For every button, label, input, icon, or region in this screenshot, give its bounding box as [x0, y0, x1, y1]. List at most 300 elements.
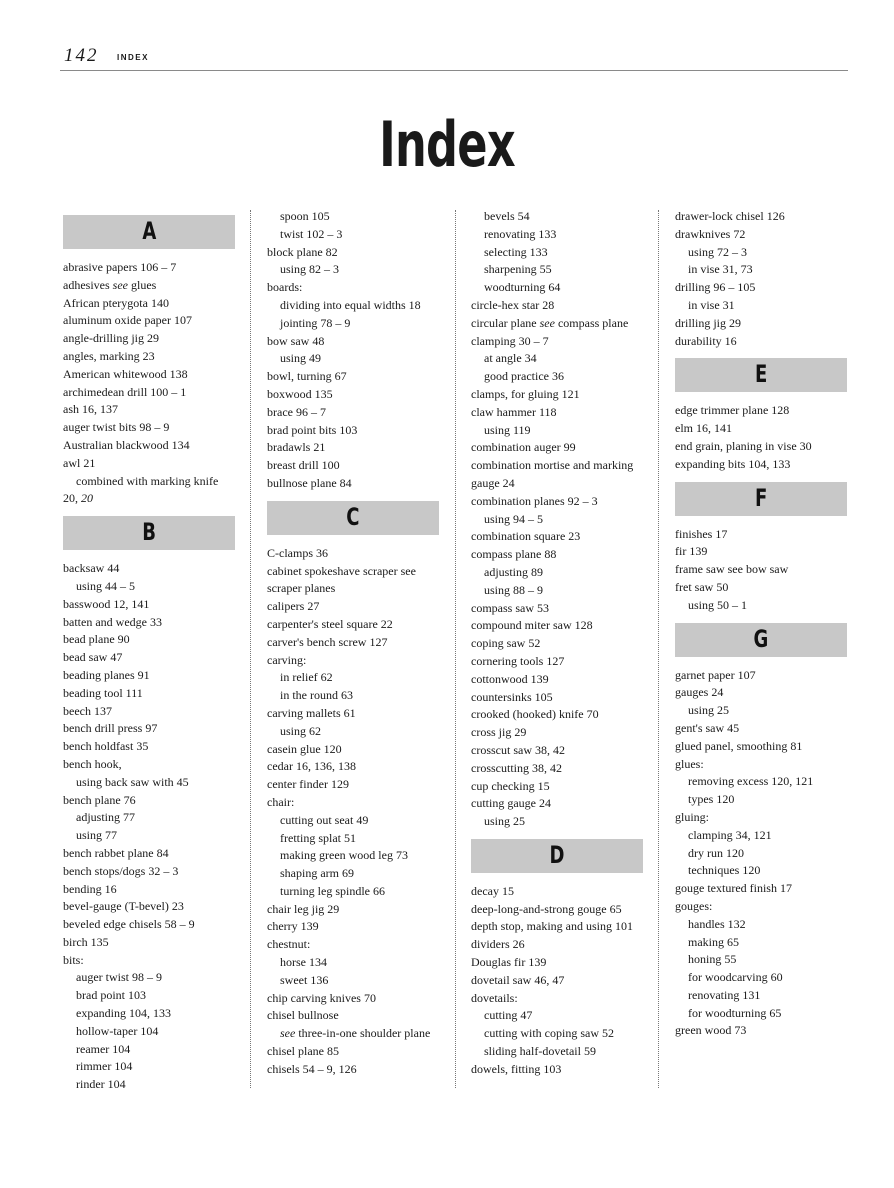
column-divider	[658, 210, 659, 1088]
entry-text: coping saw 52	[471, 636, 541, 651]
index-entry	[675, 756, 847, 774]
entry-text: good practice 36	[484, 369, 564, 384]
index-entry	[267, 776, 439, 794]
entry-text: bead plane 90	[63, 632, 130, 647]
entry-text: cedar 16, 136, 138	[267, 759, 356, 774]
column-divider	[250, 210, 251, 1088]
index-subentry	[63, 809, 235, 827]
entry-text: bead saw 47	[63, 650, 123, 665]
index-entry	[471, 404, 643, 422]
entry-text: bits:	[63, 952, 84, 967]
entry-text: cutting gauge 24	[471, 796, 551, 811]
section-letter-a	[63, 215, 235, 249]
index-entry	[471, 972, 643, 990]
index-entry	[471, 617, 643, 635]
index-entry	[675, 898, 847, 916]
index-entry	[675, 579, 847, 597]
index-entry	[63, 384, 235, 402]
entry-text: using 62	[280, 723, 322, 738]
index-entry	[471, 760, 643, 778]
entry-text: sweet 136	[280, 972, 329, 987]
index-subentry	[675, 773, 847, 791]
index-entry	[675, 438, 847, 456]
section-letter-label: F	[754, 483, 768, 512]
index-entry	[63, 277, 235, 295]
entry-text: using 119	[484, 422, 531, 437]
entry-text: Douglas fir 139	[471, 955, 547, 970]
index-column-2	[267, 208, 439, 1079]
entry-text: dowels, fitting 103	[471, 1061, 562, 1076]
index-subentry	[63, 987, 235, 1005]
index-entry	[267, 1061, 439, 1079]
entry-text: spoon 105	[280, 209, 330, 223]
index-entry	[267, 634, 439, 652]
index-entry	[267, 475, 439, 493]
entry-text: angle-drilling jig 29	[63, 331, 159, 346]
index-entry	[63, 952, 235, 970]
entry-text: cutting 47	[484, 1008, 533, 1023]
index-subentry	[267, 723, 439, 741]
entry-text: dividers 26	[471, 937, 525, 952]
entry-text: cherry 139	[267, 919, 319, 934]
index-entry	[267, 386, 439, 404]
entry-text: sliding half-dovetail 59	[484, 1044, 596, 1059]
index-subentry	[63, 1005, 235, 1023]
index-entry	[63, 330, 235, 348]
entry-text: renovating 133	[484, 226, 557, 241]
entry-text: circle-hex star 28	[471, 297, 555, 312]
index-entry	[267, 1043, 439, 1061]
index-entry	[63, 419, 235, 437]
entry-text: cabinet spokeshave scraper see	[267, 563, 416, 578]
entry-text: carving:	[267, 652, 307, 667]
entry-text: scraper planes	[267, 581, 336, 596]
index-subentry	[63, 1076, 235, 1094]
index-subentry	[675, 934, 847, 952]
entry-text: using back saw with 45	[76, 774, 189, 789]
entry-text: bow saw 48	[267, 333, 325, 348]
entry-text: boxwood 135	[267, 386, 333, 401]
index-subentry	[267, 954, 439, 972]
entry-text: using 25	[484, 814, 526, 829]
entry-text: archimedean drill 100 – 1	[63, 384, 187, 399]
index-subentry	[675, 597, 847, 615]
entry-text: crosscutting 38, 42	[471, 760, 562, 775]
entry-text: using 25	[688, 703, 730, 718]
entry-text: beading tool 111	[63, 685, 143, 700]
index-entry	[267, 279, 439, 297]
index-entry	[471, 653, 643, 671]
entry-text: rinder 104	[76, 1077, 126, 1092]
index-entry	[675, 315, 847, 333]
index-subentry	[471, 226, 643, 244]
index-entry	[471, 795, 643, 813]
index-entry	[471, 742, 643, 760]
entry-text: compass saw 53	[471, 600, 549, 615]
see-reference: see	[109, 277, 131, 292]
entry-text: twist 102 – 3	[280, 226, 343, 241]
index-entry	[267, 333, 439, 351]
index-subentry	[267, 261, 439, 279]
entry-text: edge trimmer plane 128	[675, 403, 790, 418]
entry-text: carver's bench screw 127	[267, 634, 388, 649]
entry-text: claw hammer 118	[471, 404, 557, 419]
index-entry	[675, 720, 847, 738]
entry-text: hollow-taper 104	[76, 1023, 159, 1038]
page-title: Index	[379, 108, 515, 181]
index-subentry	[471, 813, 643, 831]
entry-text: using 49	[280, 351, 322, 366]
index-entry	[471, 333, 643, 351]
index-entry	[471, 918, 643, 936]
section-letter-b	[63, 516, 235, 550]
entry-text: brace 96 – 7	[267, 404, 326, 419]
entry-text: in vise 31, 73	[688, 262, 753, 277]
entry-text: for woodturning 65	[688, 1005, 782, 1020]
index-subentry	[63, 774, 235, 792]
entry-text: combination mortise and marking	[471, 458, 634, 473]
entry-text: chestnut:	[267, 937, 311, 952]
index-entry	[267, 545, 439, 563]
entry-text: bench rabbet plane 84	[63, 845, 169, 860]
section-letter-label: E	[754, 360, 768, 389]
entry-text: breast drill 100	[267, 458, 340, 473]
index-entry	[675, 456, 847, 474]
index-entry	[675, 420, 847, 438]
entry-text: garnet paper 107	[675, 667, 756, 682]
entry-text: using 77	[76, 828, 118, 843]
entry-text: dovetail saw 46, 47	[471, 972, 565, 987]
index-entry	[267, 918, 439, 936]
index-entry	[675, 1022, 847, 1040]
index-entry	[675, 667, 847, 685]
section-letter-f	[675, 482, 847, 516]
index-entry	[471, 635, 643, 653]
entry-text: beech 137	[63, 703, 112, 718]
index-entry	[471, 671, 643, 689]
entry-text: brad point bits 103	[267, 422, 358, 437]
section-letter-d	[471, 839, 643, 873]
index-entry	[63, 596, 235, 614]
entry-text: woodturning 64	[484, 280, 561, 295]
entry-text: carving mallets 61	[267, 705, 356, 720]
entry-text: crosscut saw 38, 42	[471, 742, 565, 757]
entry-text: using 82 – 3	[280, 262, 340, 277]
entry-text: C-clamps 36	[267, 545, 328, 560]
index-entry	[675, 543, 847, 561]
entry-text: clamping 30 – 7	[471, 333, 549, 348]
index-subentry	[267, 972, 439, 990]
entry-text: combination square 23	[471, 529, 581, 544]
index-entry	[267, 598, 439, 616]
index-entry	[267, 563, 439, 581]
entry-text: adjusting 89	[484, 564, 543, 579]
section-letter-e	[675, 358, 847, 392]
entry-text: bevels 54	[484, 209, 530, 223]
entry-text: making 65	[688, 934, 739, 949]
index-entry	[63, 295, 235, 313]
section-letter-g	[675, 623, 847, 657]
index-subentry	[675, 244, 847, 262]
index-entry	[63, 490, 235, 508]
index-subentry	[675, 845, 847, 863]
index-entry	[675, 684, 847, 702]
index-subentry	[267, 350, 439, 368]
index-subentry	[471, 279, 643, 297]
index-entry	[63, 792, 235, 810]
index-entry	[267, 616, 439, 634]
index-entry	[63, 863, 235, 881]
index-entry	[471, 778, 643, 796]
entry-text: countersinks 105	[471, 689, 553, 704]
entry-text: turning leg spindle 66	[280, 883, 385, 898]
index-subentry	[267, 1025, 439, 1043]
index-entry	[267, 244, 439, 262]
entry-text: bending 16	[63, 881, 117, 896]
index-subentry	[675, 702, 847, 720]
index-subentry	[471, 511, 643, 529]
index-entry	[63, 437, 235, 455]
index-entry	[675, 226, 847, 244]
index-subentry	[675, 862, 847, 880]
entry-text: compound miter saw 128	[471, 618, 593, 633]
entry-text: at angle 34	[484, 351, 537, 366]
index-entry	[471, 493, 643, 511]
entry-text: making green wood leg 73	[280, 848, 408, 863]
index-entry	[471, 883, 643, 901]
index-entry	[471, 546, 643, 564]
entry-text: drawknives 72	[675, 226, 746, 241]
entry-text: circular plane	[471, 315, 537, 330]
entry-text: cutting out seat 49	[280, 812, 369, 827]
entry-text: bench holdfast 35	[63, 739, 149, 754]
index-subentry	[63, 1058, 235, 1076]
index-subentry	[675, 987, 847, 1005]
entry-text: shaping arm 69	[280, 866, 354, 881]
entry-text: using 72 – 3	[688, 244, 748, 259]
entry-text: clamps, for gluing 121	[471, 386, 580, 401]
index-entry	[63, 703, 235, 721]
entry-text: using 94 – 5	[484, 511, 544, 526]
index-entry	[267, 990, 439, 1008]
entry-text: depth stop, making and using 101	[471, 919, 633, 934]
index-entry	[471, 689, 643, 707]
index-subentry	[267, 687, 439, 705]
entry-text: gouges:	[675, 898, 713, 913]
index-entry	[675, 526, 847, 544]
index-entry	[63, 560, 235, 578]
index-entry	[63, 667, 235, 685]
entry-text: using 88 – 9	[484, 582, 544, 597]
entry-text: chair leg jig 29	[267, 901, 340, 916]
entry-text: fir 139	[675, 544, 708, 559]
index-entry	[675, 561, 847, 579]
index-subentry	[63, 578, 235, 596]
index-entry	[63, 631, 235, 649]
entry-text: gluing:	[675, 809, 710, 824]
index-subentry	[267, 830, 439, 848]
see-target: compass plane	[557, 315, 629, 330]
index-entry	[471, 954, 643, 972]
entry-text: birch 135	[63, 934, 109, 949]
index-entry	[267, 741, 439, 759]
entry-text: combination auger 99	[471, 440, 576, 455]
entry-text: auger twist bits 98 – 9	[63, 420, 170, 435]
index-subentry	[471, 1043, 643, 1061]
index-entry	[63, 366, 235, 384]
entry-text: frame saw see bow saw	[675, 562, 789, 577]
index-entry	[63, 649, 235, 667]
index-entry	[267, 652, 439, 670]
entry-text: jointing 78 – 9	[280, 315, 351, 330]
index-subentry	[675, 969, 847, 987]
index-entry	[675, 208, 847, 226]
entry-text: expanding bits 104, 133	[675, 456, 791, 471]
index-entry	[675, 880, 847, 898]
illustration-page-ref: 20	[81, 491, 93, 506]
entry-text: cutting with coping saw 52	[484, 1026, 614, 1041]
entry-text: using 44 – 5	[76, 578, 136, 593]
index-subentry	[267, 315, 439, 333]
index-subentry	[675, 916, 847, 934]
index-entry	[471, 386, 643, 404]
index-subentry	[675, 297, 847, 315]
entry-text: finishes 17	[675, 526, 728, 541]
index-subentry	[63, 1023, 235, 1041]
entry-text: sharpening 55	[484, 262, 552, 277]
index-entry	[675, 279, 847, 297]
index-column-3	[471, 208, 643, 1079]
entry-text: chair:	[267, 794, 295, 809]
index-entry	[675, 738, 847, 756]
entry-text: end grain, planing in vise 30	[675, 438, 812, 453]
entry-text: types 120	[688, 792, 735, 807]
entry-text: green wood 73	[675, 1023, 747, 1038]
entry-text: compass plane 88	[471, 547, 557, 562]
index-entry	[267, 422, 439, 440]
index-subentry	[471, 422, 643, 440]
entry-text: Australian blackwood 134	[63, 437, 190, 452]
index-entry	[267, 457, 439, 475]
entry-text: brad point 103	[76, 988, 146, 1003]
index-subentry	[471, 368, 643, 386]
entry-text: bench hook,	[63, 756, 122, 771]
entry-text: durability 16	[675, 333, 737, 348]
entry-text: combination planes 92 – 3	[471, 493, 598, 508]
index-entry	[471, 706, 643, 724]
entry-text: for woodcarving 60	[688, 970, 783, 985]
entry-text: cornering tools 127	[471, 653, 565, 668]
index-entry	[267, 580, 439, 598]
entry-text: techniques 120	[688, 863, 761, 878]
index-column-4	[675, 208, 847, 1040]
entry-text: in vise 31	[688, 297, 735, 312]
entry-text: horse 134	[280, 955, 327, 970]
entry-text: reamer 104	[76, 1041, 131, 1056]
entry-text: deep-long-and-strong gouge 65	[471, 901, 622, 916]
entry-text: awl 21	[63, 455, 96, 470]
index-entry	[267, 1007, 439, 1025]
entry-text: glues:	[675, 756, 704, 771]
index-subentry	[471, 1025, 643, 1043]
section-letter-label: G	[753, 624, 769, 653]
entry-text: angles, marking 23	[63, 348, 155, 363]
entry-text: carpenter's steel square 22	[267, 616, 393, 631]
entry-text: cup checking 15	[471, 778, 550, 793]
index-subentry	[267, 865, 439, 883]
entry-text: combined with marking knife	[76, 473, 219, 488]
index-entry	[63, 614, 235, 632]
entry-text: beveled edge chisels 58 – 9	[63, 917, 195, 932]
entry-text: cross jig 29	[471, 725, 527, 740]
entry-text: using 50 – 1	[688, 597, 748, 612]
entry-text: basswood 12, 141	[63, 596, 150, 611]
index-entry	[471, 1061, 643, 1079]
running-head: INDEX	[117, 53, 149, 62]
entry-text: African pterygota 140	[63, 295, 169, 310]
index-entry	[471, 901, 643, 919]
entry-text: drilling jig 29	[675, 315, 741, 330]
entry-text: dividing into equal widths 18	[280, 297, 421, 312]
index-subentry	[267, 297, 439, 315]
entry-text: chisel bullnose	[267, 1008, 339, 1023]
entry-text: drawer-lock chisel 126	[675, 209, 785, 223]
entry-text: fretting splat 51	[280, 830, 356, 845]
index-subentry	[267, 847, 439, 865]
column-divider	[455, 210, 456, 1088]
index-entry	[63, 401, 235, 419]
index-entry	[63, 685, 235, 703]
index-subentry	[63, 827, 235, 845]
index-entry	[63, 259, 235, 277]
index-subentry	[267, 208, 439, 226]
entry-text: adjusting 77	[76, 810, 135, 825]
index-entry	[471, 475, 643, 493]
entry-text: clamping 34, 121	[688, 827, 772, 842]
entry-text: expanding 104, 133	[76, 1006, 171, 1021]
entry-text: gouge textured finish 17	[675, 881, 792, 896]
entry-text: bench drill press 97	[63, 721, 158, 736]
entry-text: bowl, turning 67	[267, 369, 347, 384]
entry-text: glued panel, smoothing 81	[675, 738, 803, 753]
index-subentry	[675, 1005, 847, 1023]
entry-text: ash 16, 137	[63, 402, 118, 417]
entry-text: chisels 54 – 9, 126	[267, 1061, 357, 1076]
entry-text: aluminum oxide paper 107	[63, 313, 192, 328]
entry-text: calipers 27	[267, 599, 320, 614]
index-subentry	[471, 582, 643, 600]
entry-text: beading planes 91	[63, 667, 150, 682]
index-entry	[675, 809, 847, 827]
see-reference: see	[536, 315, 558, 330]
entry-text: batten and wedge 33	[63, 614, 162, 629]
entry-text: gent's saw 45	[675, 720, 740, 735]
entry-text: decay 15	[471, 883, 514, 898]
index-subentry	[267, 883, 439, 901]
index-entry	[471, 315, 643, 333]
index-entry	[267, 794, 439, 812]
entry-text: abrasive papers 106 – 7	[63, 260, 177, 274]
section-letter-c	[267, 501, 439, 535]
entry-text: bullnose plane 84	[267, 475, 352, 490]
index-entry	[471, 457, 643, 475]
entry-text: bradawls 21	[267, 440, 326, 455]
entry-text: rimmer 104	[76, 1059, 133, 1074]
index-entry	[267, 404, 439, 422]
index-entry	[675, 402, 847, 420]
index-entry	[675, 333, 847, 351]
entry-text: casein glue 120	[267, 741, 342, 756]
